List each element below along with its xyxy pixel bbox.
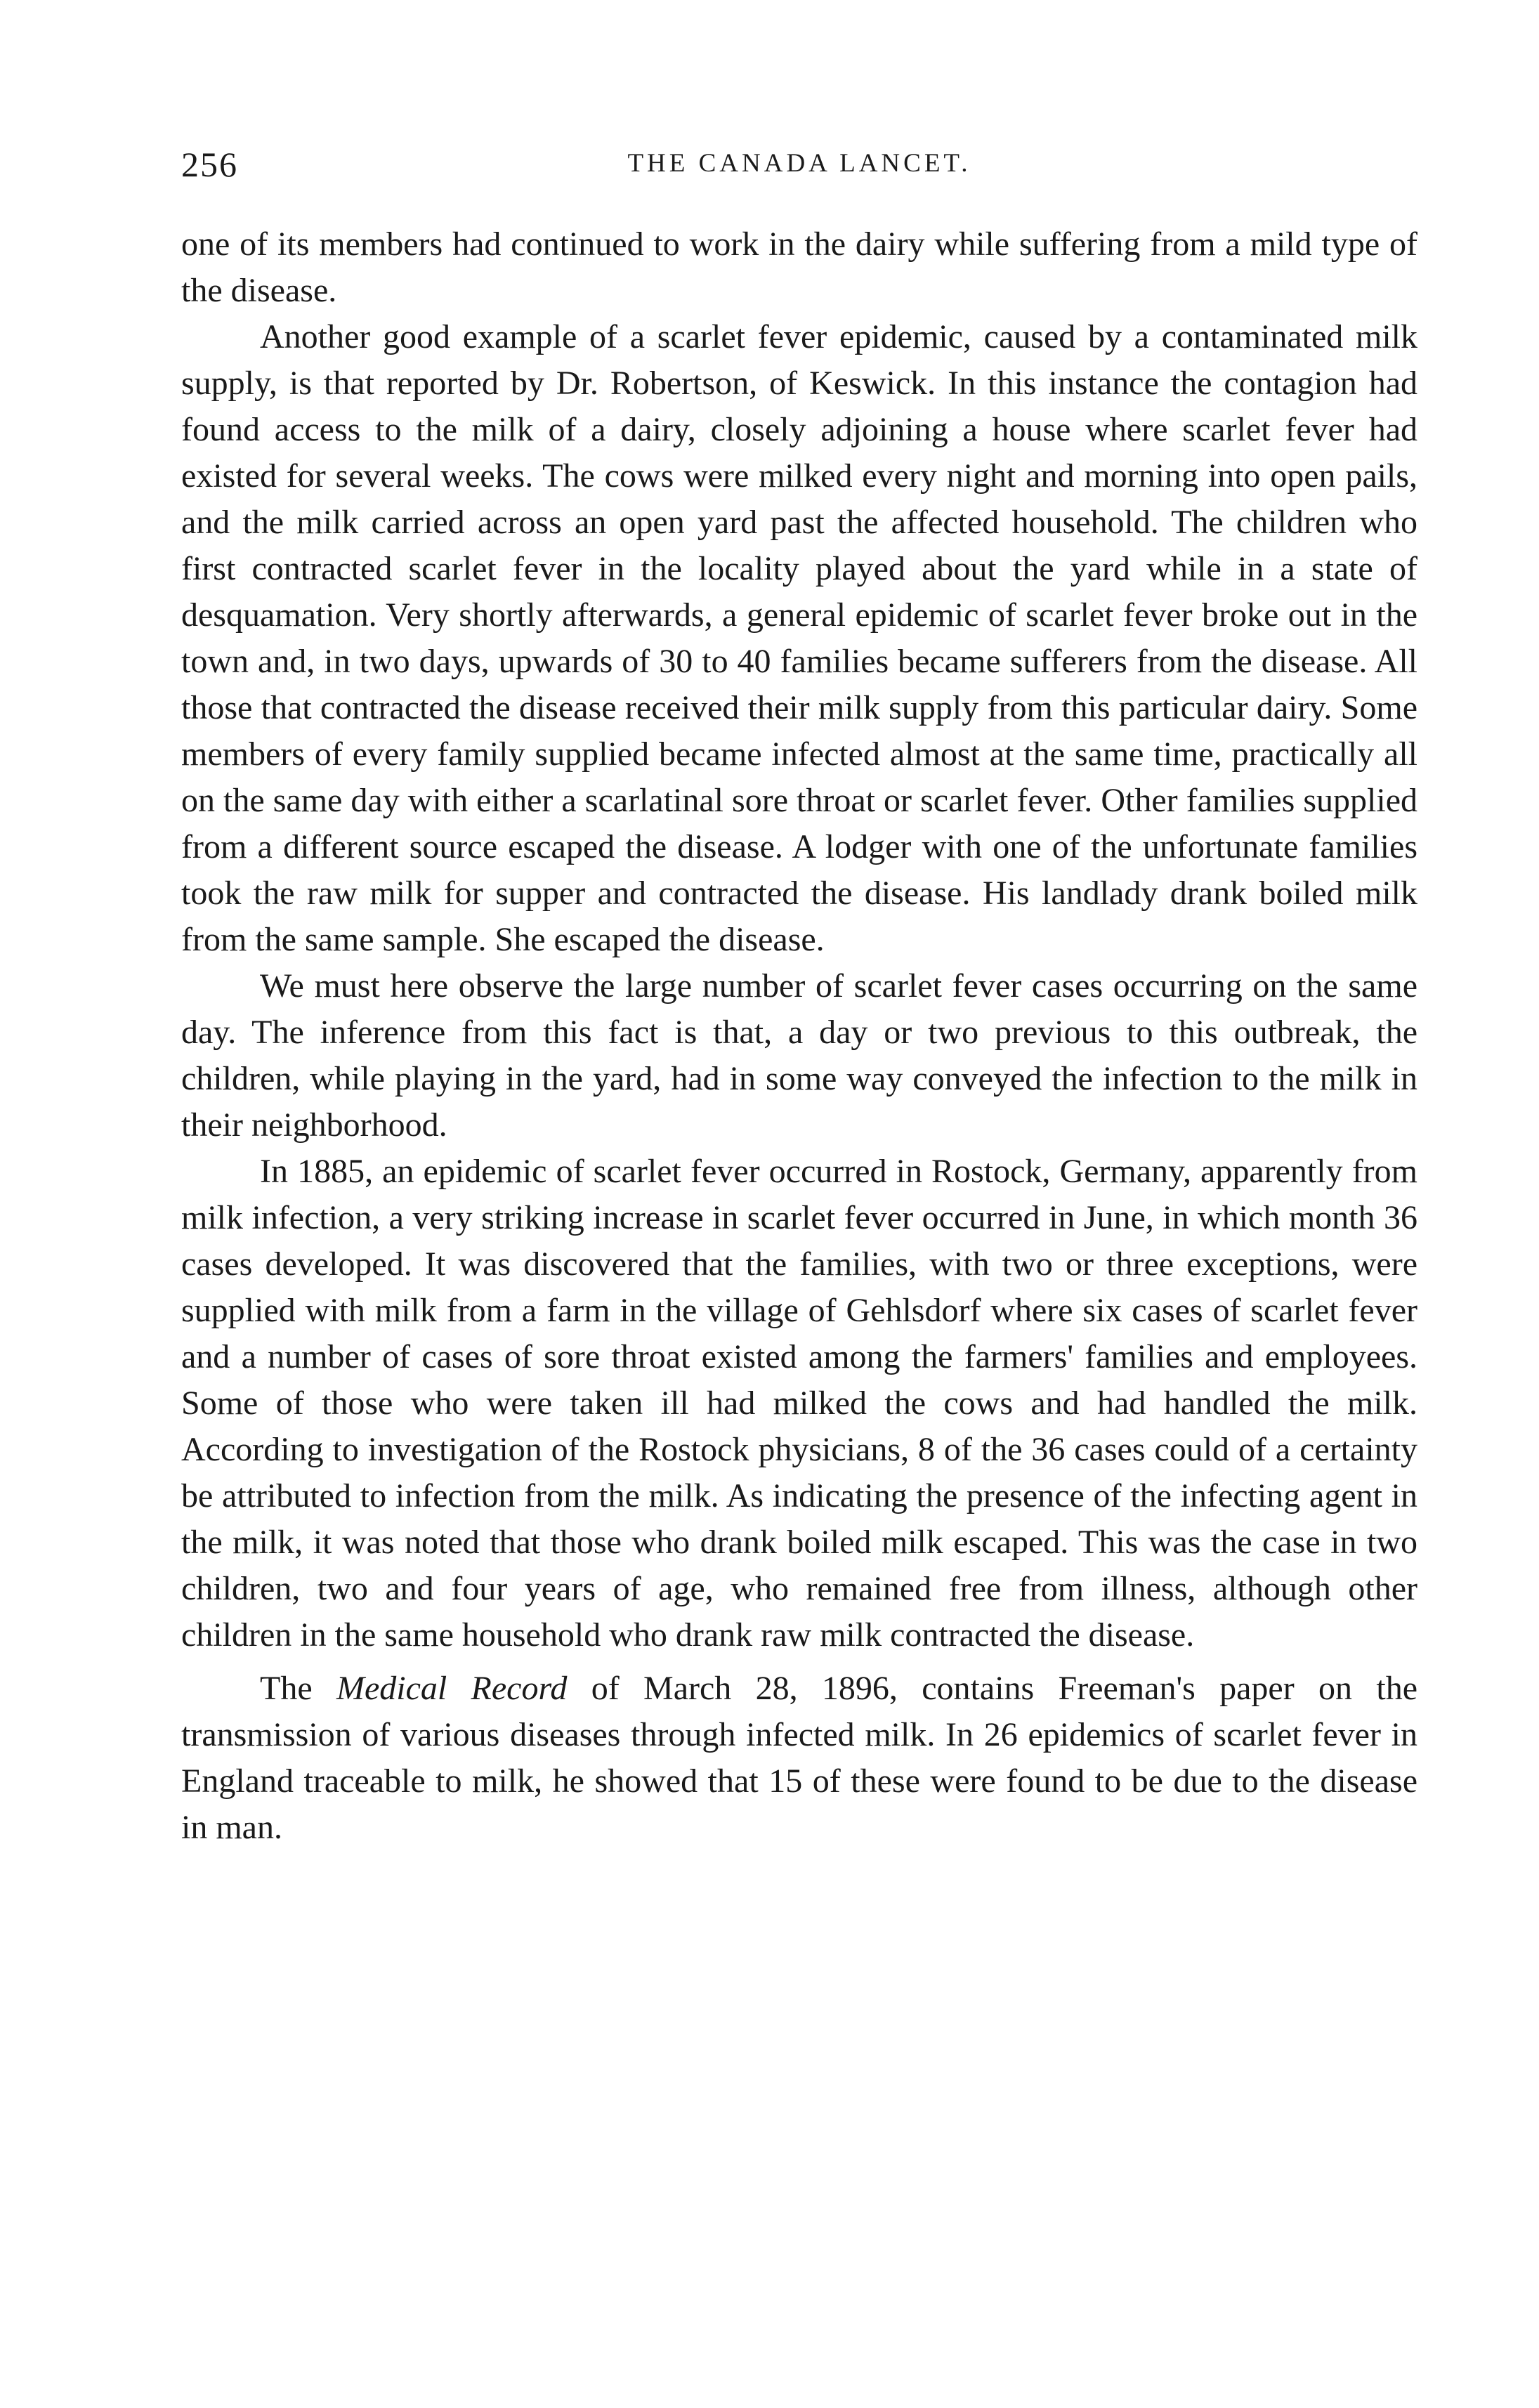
paragraph-medical-record bbox=[181, 1666, 1417, 1851]
document-page bbox=[181, 144, 1417, 1851]
page-header bbox=[181, 144, 1417, 221]
body-text bbox=[181, 221, 1417, 1851]
paragraph-keswick-epidemic: Another good example of a scarlet fever epidemic, caused by a contaminated milk supply, is that reported by Dr. Robertson, of Keswick. In this instance the contagion had found access to the milk of a dairy, closely adjoining a house where scarlet fever had existed for several weeks. The cows were milked every night and morning into open pails, and the milk carried across an open yard past the affected household. The children who first contracted scarlet fever in the locality played about the yard while in a state of desquamation. Very shortly afterwards, a general epidemic of scarlet fever broke out in the town and, in two days, upwards of 30 to 40 families became sufferers from the disease. All those that contracted the disease received their milk supply from this particular dairy. Some members of every family supplied became infected almost at the same time, practically all on the same day with either a scarlatinal sore throat or scarlet fever. Other families supplied from a different source escaped the disease. A lodger with one of the unfortunate families took the raw milk for supper and contracted the disease. His landlady drank boiled milk from the same sample. She escaped the disease. bbox=[181, 318, 1417, 958]
medical-record-lead: The bbox=[260, 1670, 313, 1707]
paragraph-rostock-epidemic: In 1885, an epidemic of scarlet fever occurred in Rostock, Germany, apparently from milk infection, a very striking increase in scarlet fever occurred in June, in which month 36 cases developed. It was discovered that the families, with two or three exceptions, were supplied with milk from a farm in the village of Gehlsdorf where six cases of scarlet fever and a number of cases of sore throat existed among the farmers' families and employees. Some of those who were taken ill had milked the cows and had handled the milk. According to investigation of the Rostock physicians, 8 of the 36 cases could of a certainty be attributed to infection from the milk. As indicating the presence of the infecting agent in the milk, it was noted that those who drank boiled milk escaped. This was the case in two children, two and four years of age, who remained free from illness, although other children in the same household who drank raw milk contracted the disease. bbox=[181, 1153, 1417, 1654]
page-number: 256 bbox=[181, 145, 238, 184]
paragraph-continuation: one of its members had continued to work in the dairy while suffering from a mild type of the disease. bbox=[181, 225, 1417, 309]
journal-title: Medical Record bbox=[336, 1670, 568, 1707]
medical-record-text: of March 28, 1896, contains Freeman's paper on the transmission of various diseases through infected milk. In 26 epidemics of scarlet fever in England traceable to milk, he showed that 15 of these were found to be due to the disease in man. bbox=[181, 1670, 1418, 1846]
paragraph-observation: We must here observe the large number of scarlet fever cases occurring on the same day. The inference from this fact is that, a day or two previous to this outbreak, the children, while playing in the yard, had in some way conveyed the infection to the milk in their neighborhood. bbox=[181, 967, 1417, 1144]
running-head: THE CANADA LANCET. bbox=[627, 149, 971, 178]
